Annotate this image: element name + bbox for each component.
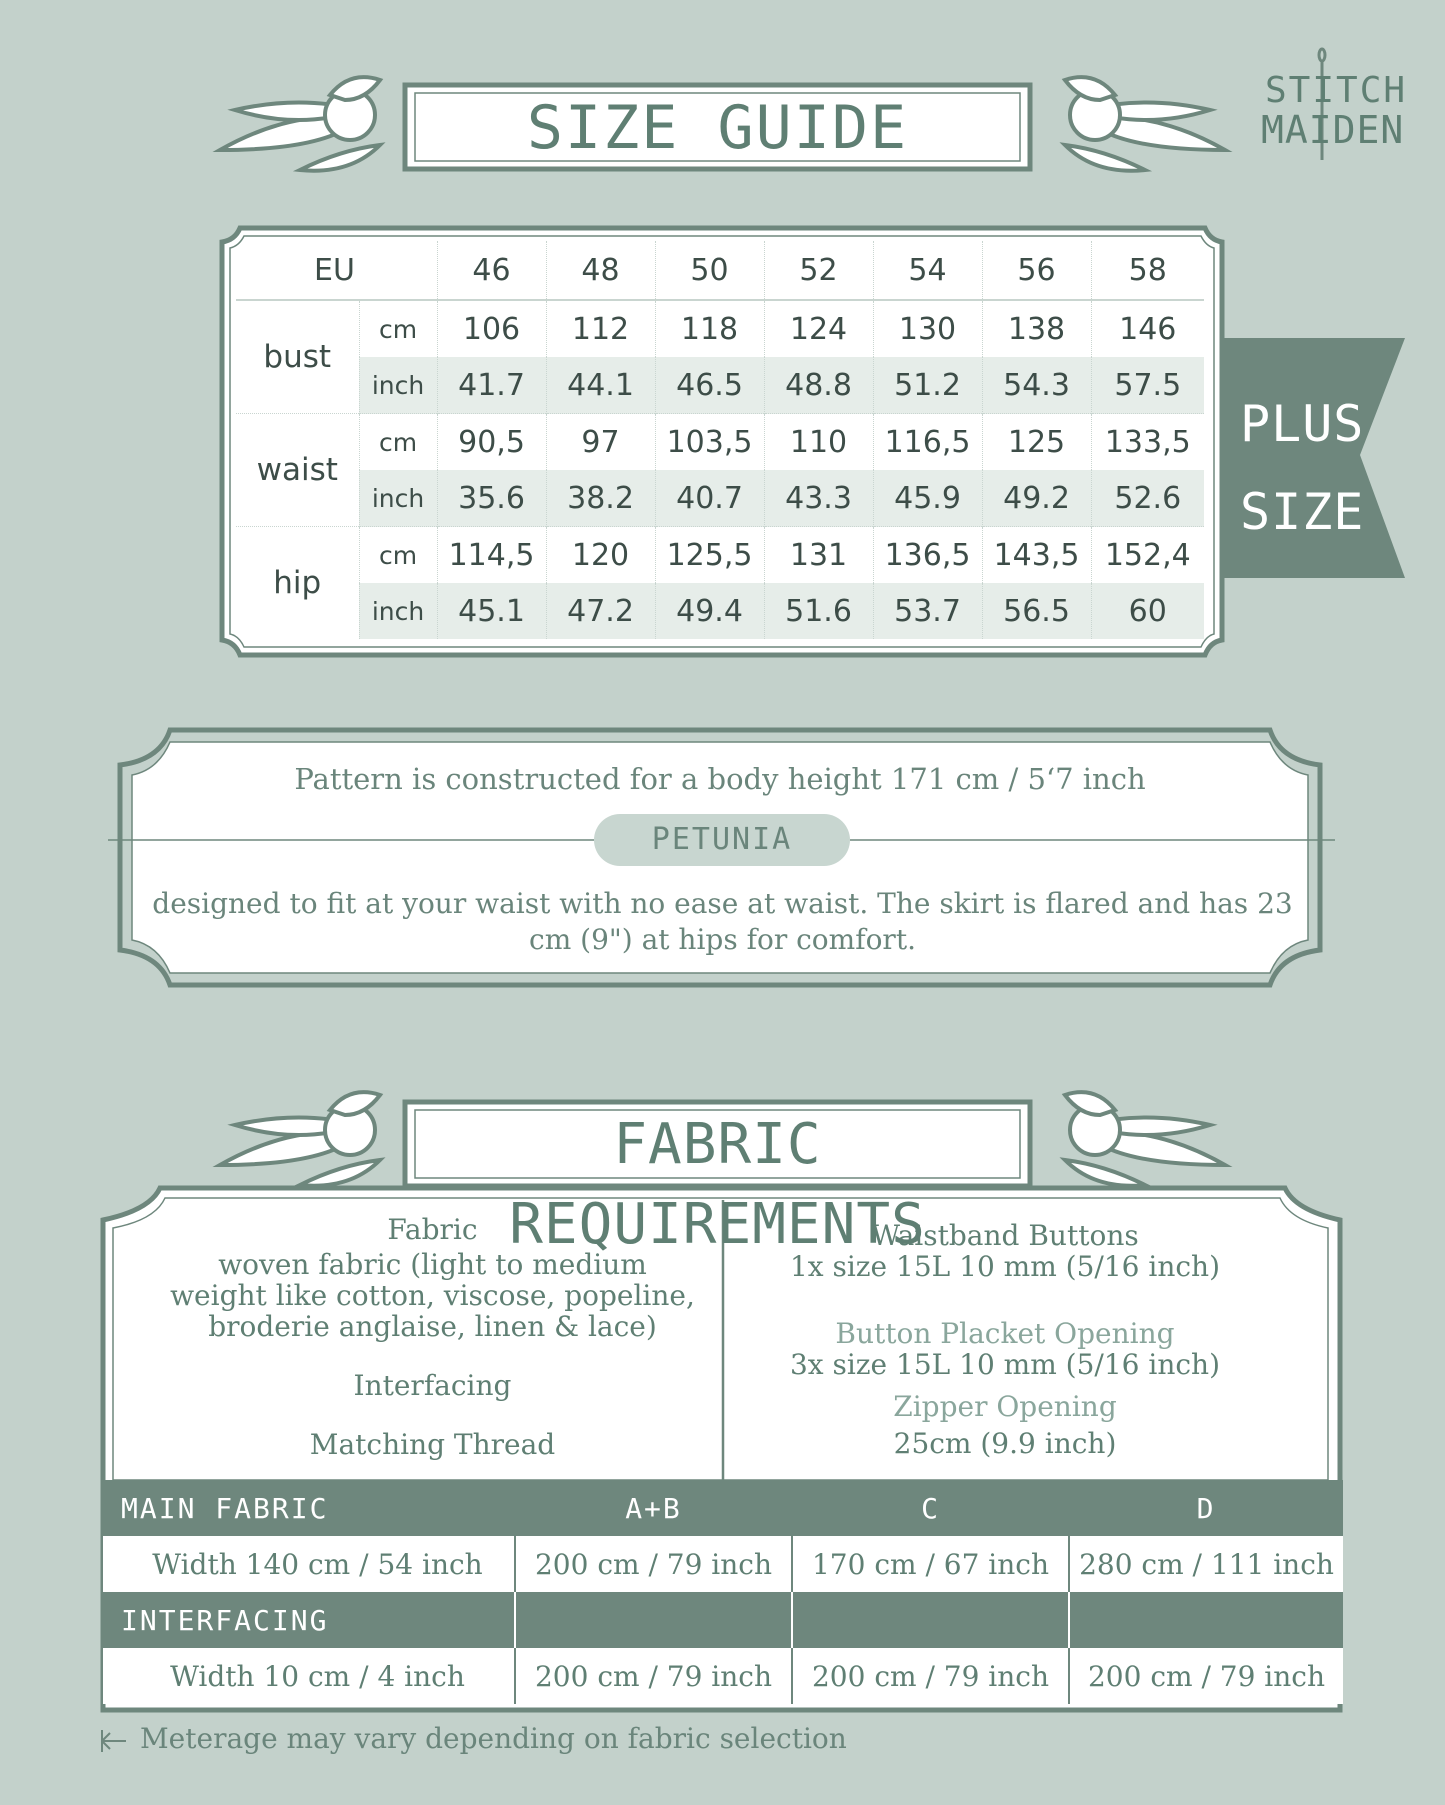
unit-inch: inch <box>359 470 437 527</box>
table-cell: 90,5 <box>437 414 546 471</box>
table-cell: 280 cm / 111 inch <box>1069 1536 1343 1592</box>
brand-line2: MAIDEN <box>1261 108 1405 152</box>
meterage-footnote: Meterage may vary depending on fabric selection <box>140 1722 847 1755</box>
table-cell: 110 <box>764 414 873 471</box>
bust-inch-row <box>236 357 1204 414</box>
size-56: 56 <box>982 241 1091 300</box>
table-cell: 200 cm / 79 inch <box>515 1536 792 1592</box>
table-cell: 51.2 <box>873 357 982 414</box>
table-cell: 125,5 <box>655 527 764 584</box>
table-cell: 45.9 <box>873 470 982 527</box>
interfacing-row <box>103 1648 1343 1704</box>
table-cell: 125 <box>982 414 1091 471</box>
size-header-row <box>236 241 1204 300</box>
fabric-requirements-title: FABRIC REQUIREMENTS <box>509 1112 926 1257</box>
table-cell: 97 <box>546 414 655 471</box>
table-cell: 38.2 <box>546 470 655 527</box>
pattern-name-badge: PETUNIA <box>594 814 850 866</box>
table-cell: 49.4 <box>655 583 764 639</box>
table-cell: 51.6 <box>764 583 873 639</box>
size-50: 50 <box>655 241 764 300</box>
table-cell: 118 <box>655 300 764 357</box>
table-cell: 47.2 <box>546 583 655 639</box>
table-cell: 56.5 <box>982 583 1091 639</box>
main-fabric-width: Width 140 cm / 54 inch <box>103 1536 515 1592</box>
size-48: 48 <box>546 241 655 300</box>
table-cell: 103,5 <box>655 414 764 471</box>
table-cell: 57.5 <box>1091 357 1204 414</box>
table-cell: 106 <box>437 300 546 357</box>
table-cell: 200 cm / 79 inch <box>1069 1648 1343 1704</box>
unit-cm: cm <box>359 300 437 357</box>
size-guide-title: SIZE GUIDE <box>526 93 909 163</box>
arrow-icon <box>98 1726 128 1756</box>
table-cell: 60 <box>1091 583 1204 639</box>
table-cell <box>515 1592 792 1648</box>
size-52: 52 <box>764 241 873 300</box>
main-fabric-row <box>103 1536 1343 1592</box>
bust-cm-row <box>236 300 1204 357</box>
unit-inch: inch <box>359 357 437 414</box>
fabric-description: woven fabric (light to medium weight like cotton, viscose, popeline, broderie anglaise, linen & lace) <box>170 1248 695 1343</box>
table-cell: 200 cm / 79 inch <box>792 1648 1069 1704</box>
interfacing-width: Width 10 cm / 4 inch <box>103 1648 515 1704</box>
unit-cm: cm <box>359 527 437 584</box>
table-cell: 49.2 <box>982 470 1091 527</box>
table-cell: 35.6 <box>437 470 546 527</box>
table-cell: 44.1 <box>546 357 655 414</box>
table-cell: 48.8 <box>764 357 873 414</box>
placket-value: 3x size 15L 10 mm (5/16 inch) <box>789 1348 1221 1381</box>
table-cell: 43.3 <box>764 470 873 527</box>
table-cell: 170 cm / 67 inch <box>792 1536 1069 1592</box>
hip-label: hip <box>236 527 359 640</box>
table-cell: 40.7 <box>655 470 764 527</box>
table-cell: 138 <box>982 300 1091 357</box>
table-cell: 136,5 <box>873 527 982 584</box>
table-cell: 130 <box>873 300 982 357</box>
table-cell: 52.6 <box>1091 470 1204 527</box>
main-fabric-header: MAIN FABRIC <box>103 1480 515 1536</box>
body-height-text: Pattern is constructed for a body height 171 cm / 5‘7 inch <box>294 762 1146 796</box>
waistband-value: 1x size 15L 10 mm (5/16 inch) <box>789 1250 1221 1283</box>
hip-cm-row <box>236 527 1204 584</box>
table-cell: 133,5 <box>1091 414 1204 471</box>
table-cell: 146 <box>1091 300 1204 357</box>
table-cell: 124 <box>764 300 873 357</box>
table-cell <box>792 1592 1069 1648</box>
table-cell: 120 <box>546 527 655 584</box>
pattern-description: designed to fit at your waist with no ease at waist. The skirt is flared and has 23 cm (9") at hips for comfort. <box>152 887 1293 956</box>
plus-line2: SIZE <box>1240 483 1365 541</box>
fabric-table <box>103 1480 1343 1704</box>
thread-label: Matching Thread <box>309 1428 556 1461</box>
unit-inch: inch <box>359 583 437 639</box>
interfacing-header: INTERFACING <box>103 1592 515 1648</box>
plus-size-label <box>1240 380 1365 556</box>
table-cell: 41.7 <box>437 357 546 414</box>
zipper-label: Zipper Opening <box>893 1390 1117 1423</box>
table-cell: 131 <box>764 527 873 584</box>
size-58: 58 <box>1091 241 1204 300</box>
fabric-label: Fabric <box>387 1213 478 1246</box>
col-c: C <box>792 1480 1069 1536</box>
zipper-value: 25cm (9.9 inch) <box>893 1427 1117 1460</box>
brand-logo <box>1255 60 1408 170</box>
fabric-right-column <box>730 1220 1280 1459</box>
fabric-left-column <box>160 1214 705 1460</box>
hip-inch-row <box>236 583 1204 639</box>
interfacing-label: Interfacing <box>353 1369 512 1402</box>
waistband-label: Waistband Buttons <box>871 1219 1139 1252</box>
brand-line1: STITCH <box>1265 70 1408 111</box>
table-cell: 46.5 <box>655 357 764 414</box>
bust-label: bust <box>263 339 332 375</box>
waist-inch-row <box>236 470 1204 527</box>
table-cell: 143,5 <box>982 527 1091 584</box>
waist-label: waist <box>236 414 359 527</box>
table-cell: 152,4 <box>1091 527 1204 584</box>
plus-line1: PLUS <box>1240 395 1365 453</box>
size-54: 54 <box>873 241 982 300</box>
table-cell: 200 cm / 79 inch <box>515 1648 792 1704</box>
col-ab: A+B <box>515 1480 792 1536</box>
table-cell: 116,5 <box>873 414 982 471</box>
col-d: D <box>1069 1480 1343 1536</box>
size-46: 46 <box>437 241 546 300</box>
size-table <box>236 241 1204 639</box>
table-cell <box>1069 1592 1343 1648</box>
main-fabric-header-row <box>103 1480 1343 1536</box>
placket-label: Button Placket Opening <box>835 1317 1175 1350</box>
unit-cm: cm <box>359 414 437 471</box>
eu-label: EU <box>236 241 437 300</box>
waist-cm-row <box>236 414 1204 471</box>
table-cell: 54.3 <box>982 357 1091 414</box>
table-cell: 114,5 <box>437 527 546 584</box>
interfacing-header-row <box>103 1592 1343 1648</box>
table-cell: 45.1 <box>437 583 546 639</box>
table-cell: 53.7 <box>873 583 982 639</box>
table-cell: 112 <box>546 300 655 357</box>
